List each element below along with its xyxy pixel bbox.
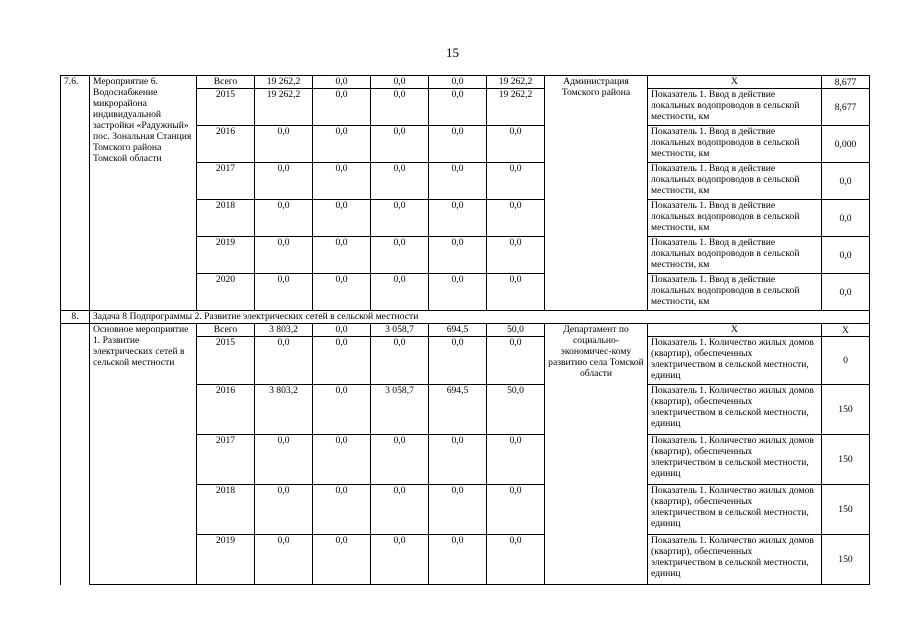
indicator-value: 150 [822, 535, 870, 585]
total-cell: 0,0 [255, 485, 313, 535]
funding-cell: 50,0 [487, 385, 545, 435]
funding-cell: 0,0 [429, 435, 487, 485]
row-number [61, 200, 90, 237]
indicator-value: 0,0 [822, 163, 870, 200]
total-cell: 0,0 [255, 435, 313, 485]
funding-cell: 0,0 [487, 485, 545, 535]
funding-cell: 0,0 [313, 324, 371, 337]
row-number [61, 163, 90, 200]
funding-cell: 0,0 [371, 337, 429, 385]
indicator-cell: Показатель 1. Ввод в действие локальных водопроводов в сельской местности, км [648, 163, 822, 200]
total-cell: 0,0 [255, 337, 313, 385]
year-cell: 2016 [197, 385, 255, 435]
funding-cell: 0,0 [313, 385, 371, 435]
funding-cell: 0,0 [313, 337, 371, 385]
funding-cell: 0,0 [313, 274, 371, 311]
total-cell: 0,0 [255, 274, 313, 311]
indicator-cell: Показатель 1. Ввод в действие локальных водопроводов в сельской местности, км [648, 200, 822, 237]
indicator-cell: Показатель 1. Ввод в действие локальных водопроводов в сельской местности, км [648, 274, 822, 311]
program-table [60, 75, 870, 585]
row-number: 7.6. [61, 76, 90, 89]
year-cell: 2017 [197, 163, 255, 200]
funding-cell: 0,0 [313, 485, 371, 535]
total-cell: 19 262,2 [255, 76, 313, 89]
row-number [61, 89, 90, 126]
funding-cell: 0,0 [487, 274, 545, 311]
total-cell: 3 803,2 [255, 324, 313, 337]
year-cell: 2019 [197, 237, 255, 274]
indicator-cell: Показатель 1. Ввод в действие локальных водопроводов в сельской местности, км [648, 89, 822, 126]
row-number [61, 274, 90, 311]
task-row [61, 311, 870, 324]
funding-cell: 50,0 [487, 324, 545, 337]
task-number: 8. [61, 311, 90, 324]
year-cell: 2015 [197, 337, 255, 385]
funding-cell: 0,0 [313, 163, 371, 200]
total-cell: 0,0 [255, 237, 313, 274]
funding-cell: 0,0 [487, 200, 545, 237]
funding-cell: 0,0 [313, 200, 371, 237]
row-number [61, 324, 90, 337]
table-row [61, 324, 870, 337]
total-cell: 19 262,2 [255, 89, 313, 126]
year-cell: Всего [197, 76, 255, 89]
indicator-cell: Показатель 1. Количество жилых домов (квартир), обеспеченных электричеством в сельской местности, единиц [648, 435, 822, 485]
funding-cell: 19 262,2 [487, 89, 545, 126]
funding-cell: 0,0 [429, 337, 487, 385]
funding-cell: 0,0 [429, 274, 487, 311]
funding-cell: 0,0 [371, 237, 429, 274]
task-title: Задача 8 Подпрограммы 2. Развитие электрических сетей в сельской местности [90, 311, 870, 324]
indicator-value: 150 [822, 435, 870, 485]
indicator-cell: Показатель 1. Количество жилых домов (квартир), обеспеченных электричеством в сельской местности, единиц [648, 485, 822, 535]
indicator-value: 8,677 [822, 76, 870, 89]
funding-cell: 0,0 [313, 76, 371, 89]
funding-cell: 0,0 [487, 535, 545, 585]
indicator-value: 0,0 [822, 200, 870, 237]
funding-cell: 0,0 [429, 76, 487, 89]
funding-cell: 0,0 [487, 435, 545, 485]
indicator-value: 150 [822, 485, 870, 535]
year-cell: 2015 [197, 89, 255, 126]
year-cell: 2017 [197, 435, 255, 485]
funding-cell: 0,0 [313, 435, 371, 485]
funding-cell: 0,0 [487, 126, 545, 163]
funding-cell: 0,0 [429, 126, 487, 163]
funding-cell: 0,0 [313, 89, 371, 126]
funding-cell: 0,0 [313, 237, 371, 274]
indicator-value: 0,000 [822, 126, 870, 163]
year-cell: 2016 [197, 126, 255, 163]
total-cell: 0,0 [255, 126, 313, 163]
indicator-value: 150 [822, 385, 870, 435]
row-number [61, 485, 90, 535]
indicator-cell: Показатель 1. Количество жилых домов (квартир), обеспеченных электричеством в сельской местности, единиц [648, 385, 822, 435]
measure-name: Мероприятие 6. Водоснабжение микрорайона индивидуальной застройки «Радужный» пос. Зональная Станция Томского района Томской области [90, 76, 197, 311]
indicator-cell: Показатель 1. Количество жилых домов (квартир), обеспеченных электричеством в сельской местности, единиц [648, 337, 822, 385]
funding-cell: 0,0 [371, 485, 429, 535]
indicator-value: 0,0 [822, 274, 870, 311]
funding-cell: 0,0 [371, 76, 429, 89]
indicator-cell: Х [648, 324, 822, 337]
row-number [61, 237, 90, 274]
indicator-cell: Показатель 1. Ввод в действие локальных водопроводов в сельской местности, км [648, 237, 822, 274]
total-cell: 3 803,2 [255, 385, 313, 435]
funding-cell: 19 262,2 [487, 76, 545, 89]
indicator-cell: Показатель 1. Количество жилых домов (квартир), обеспеченных электричеством в сельской местности, единиц [648, 535, 822, 585]
row-number [61, 337, 90, 385]
page-number: 15 [446, 45, 459, 60]
total-cell: 0,0 [255, 200, 313, 237]
funding-cell: 694,5 [429, 324, 487, 337]
funding-cell: 0,0 [429, 485, 487, 535]
indicator-cell: Х [648, 76, 822, 89]
indicator-value: 0 [822, 337, 870, 385]
funding-cell: 0,0 [429, 535, 487, 585]
executor-cell: Департамент по социально-экономичес-кому развитию села Томской области [545, 324, 648, 585]
funding-cell: 0,0 [487, 237, 545, 274]
funding-cell: 0,0 [429, 89, 487, 126]
funding-cell: 694,5 [429, 385, 487, 435]
row-number [61, 126, 90, 163]
total-cell: 0,0 [255, 535, 313, 585]
indicator-value: Х [822, 324, 870, 337]
funding-cell: 0,0 [313, 535, 371, 585]
measure-name: Основное мероприятие 1. Развитие электрических сетей в сельской местности [90, 324, 197, 585]
indicator-value: 0,0 [822, 237, 870, 274]
funding-cell: 0,0 [371, 274, 429, 311]
funding-cell: 0,0 [313, 126, 371, 163]
funding-cell: 0,0 [429, 237, 487, 274]
funding-cell: 0,0 [371, 435, 429, 485]
executor-cell: Администрация Томского района [545, 76, 648, 311]
total-cell: 0,0 [255, 163, 313, 200]
row-number [61, 535, 90, 585]
funding-cell: 0,0 [371, 163, 429, 200]
indicator-cell: Показатель 1. Ввод в действие локальных водопроводов в сельской местности, км [648, 126, 822, 163]
funding-cell: 0,0 [429, 200, 487, 237]
year-cell: 2018 [197, 200, 255, 237]
funding-cell: 0,0 [371, 200, 429, 237]
funding-cell: 0,0 [371, 535, 429, 585]
funding-cell: 3 058,7 [371, 324, 429, 337]
year-cell: 2019 [197, 535, 255, 585]
row-number [61, 385, 90, 435]
year-cell: Всего [197, 324, 255, 337]
funding-cell: 0,0 [371, 126, 429, 163]
funding-cell: 0,0 [429, 163, 487, 200]
table-row [61, 76, 870, 89]
funding-cell: 3 058,7 [371, 385, 429, 435]
row-number [61, 435, 90, 485]
indicator-value: 8,677 [822, 89, 870, 126]
year-cell: 2018 [197, 485, 255, 535]
funding-cell: 0,0 [371, 89, 429, 126]
funding-cell: 0,0 [487, 163, 545, 200]
funding-cell: 0,0 [487, 337, 545, 385]
year-cell: 2020 [197, 274, 255, 311]
